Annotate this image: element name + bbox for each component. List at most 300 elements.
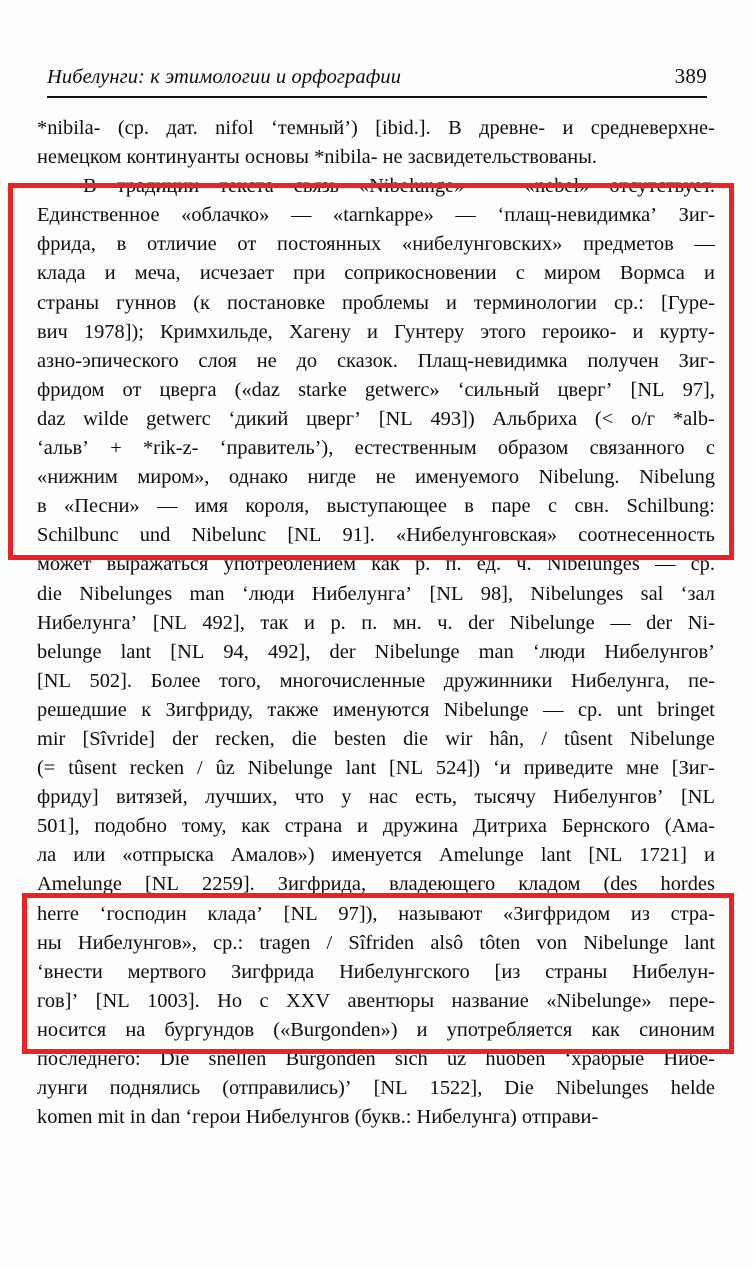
text-word: (отправились)’ xyxy=(222,1077,352,1100)
text-line xyxy=(37,259,715,288)
text-word: 97]), xyxy=(338,902,378,925)
text-line xyxy=(37,900,715,929)
text-word: 2259]. xyxy=(202,873,255,896)
text-word: die xyxy=(37,582,62,605)
text-word: древне- xyxy=(479,117,546,139)
text-word: — xyxy=(455,204,476,227)
text-word: Зигфриду, xyxy=(165,698,253,721)
text-line xyxy=(37,580,715,609)
text-word: man xyxy=(189,582,225,605)
text-word: Schilbunc xyxy=(37,524,119,547)
text-word: *nibila- xyxy=(37,117,101,139)
text-word: короля, xyxy=(245,495,310,518)
text-word: Nibelunges xyxy=(546,553,640,576)
text-word: миром xyxy=(544,262,601,285)
text-word: постановке xyxy=(226,291,326,314)
text-word: starke xyxy=(298,378,347,401)
text-word: Бернского xyxy=(561,815,650,838)
text-word: «облачко» xyxy=(181,204,270,227)
text-word: [NL xyxy=(145,873,179,896)
text-word: от xyxy=(122,378,142,401)
text-word: besten xyxy=(333,727,387,750)
text-word: — xyxy=(157,495,178,518)
text-word: ч. xyxy=(516,553,532,576)
text-line xyxy=(37,667,715,696)
text-word: соприкосновении xyxy=(344,262,497,285)
text-word: lant xyxy=(684,931,715,954)
text-word: mir xyxy=(37,727,66,750)
text-word: синоним xyxy=(639,1018,715,1041)
text-line xyxy=(37,405,715,434)
text-word: название xyxy=(451,989,529,1012)
text-word: Хагену xyxy=(288,320,351,343)
text-word: ‘темный’) xyxy=(271,117,358,139)
text-word: образом xyxy=(497,437,569,460)
text-word: ûz xyxy=(446,1048,467,1070)
text-word: Нибелунга’ xyxy=(311,582,413,605)
text-line xyxy=(37,870,715,899)
text-word: нигде xyxy=(307,466,357,489)
text-word: herre xyxy=(37,902,79,925)
text-word: 524]) xyxy=(435,757,481,780)
text-word: recken, xyxy=(215,727,275,750)
text-line xyxy=(37,172,715,201)
text-word: wir xyxy=(445,727,473,750)
text-line xyxy=(37,841,715,870)
text-word: Единственное xyxy=(37,204,160,227)
text-word: клада xyxy=(37,262,86,285)
text-word: именуется xyxy=(331,844,422,867)
text-word: ‘альв’ xyxy=(37,437,89,460)
text-word: Nibelunges xyxy=(530,582,624,605)
text-word: [NL xyxy=(630,378,665,401)
text-line xyxy=(37,696,715,725)
text-word: или xyxy=(73,844,106,867)
text-word: (des xyxy=(603,873,638,896)
text-word: *alb- xyxy=(672,407,715,430)
text-word: ‘люди xyxy=(532,640,586,663)
text-word: средневерхне- xyxy=(590,117,715,139)
text-word: пере- xyxy=(668,989,715,1012)
text-word: ср. xyxy=(690,553,715,576)
text-word: Die xyxy=(159,1048,190,1070)
text-word: того, xyxy=(219,669,262,692)
text-word: Нибелунгов’ xyxy=(553,786,664,809)
text-word: предметов xyxy=(583,233,674,256)
text-word: в xyxy=(37,495,47,518)
text-word: helde xyxy=(670,1077,715,1100)
text-word: [NL xyxy=(37,669,71,692)
text-word: цверг’ xyxy=(557,378,613,401)
text-word: [NL xyxy=(588,844,623,867)
text-word: Более xyxy=(150,669,201,692)
text-word: связь xyxy=(293,175,339,198)
text-word: именуются xyxy=(332,698,430,721)
text-word: bringet xyxy=(657,698,715,721)
text-word: 97], xyxy=(682,378,715,401)
text-word: выражаться xyxy=(106,553,209,576)
text-word: (Ама- xyxy=(664,815,715,838)
text-word: sich xyxy=(394,1048,428,1070)
text-line xyxy=(37,550,715,579)
text-word: соотнесенность xyxy=(578,524,715,547)
text-line xyxy=(37,376,715,405)
text-word: лучших, xyxy=(205,786,278,809)
text-word: и xyxy=(445,291,457,314)
text-word: Nibelunc xyxy=(191,524,267,547)
text-word: Нибелунгов’ xyxy=(604,640,715,663)
page-number: 389 xyxy=(674,64,707,88)
text-word: *rik-z- xyxy=(142,437,199,460)
text-word: «Песни» xyxy=(64,495,140,518)
text-word: мн. xyxy=(392,611,422,634)
text-word: текста xyxy=(219,175,274,198)
text-word: Sîfriden xyxy=(348,931,415,954)
text-word: Nibelunges xyxy=(79,582,173,605)
text-word: дат. xyxy=(166,117,198,139)
text-word: с xyxy=(515,262,525,285)
text-word: Нибелунгского xyxy=(339,960,470,983)
text-word: 98], xyxy=(480,582,514,605)
text-word: как xyxy=(371,553,400,576)
text-word: der xyxy=(329,640,356,663)
text-line xyxy=(37,812,715,841)
text-word: Дитриха xyxy=(472,815,547,838)
text-word: snellen xyxy=(208,1048,267,1070)
text-line xyxy=(37,463,715,492)
text-word: Нибелунгов», xyxy=(77,931,197,954)
text-word: [NL xyxy=(389,757,424,780)
text-word: 1003]. xyxy=(147,989,200,1012)
paragraph-2 xyxy=(37,172,715,1132)
text-word: hordes xyxy=(660,873,715,896)
text-word: и xyxy=(562,117,574,139)
text-word: подобно xyxy=(94,815,167,838)
text-word: авентюры xyxy=(347,989,435,1012)
text-word: в xyxy=(116,233,127,256)
text-line xyxy=(37,1016,715,1045)
text-word: о/г xyxy=(630,407,656,430)
text-word: последнего: xyxy=(37,1048,141,1070)
text-word: ûz xyxy=(215,757,235,780)
text-word: lant xyxy=(120,640,152,663)
text-word: вич xyxy=(37,320,68,343)
text-line xyxy=(37,958,715,987)
text-word: «tarnkappe» xyxy=(333,204,434,227)
text-word: getwerc xyxy=(146,407,211,430)
text-word: Nibelung. xyxy=(538,466,620,489)
text-word: Nibelunge xyxy=(443,698,529,721)
text-word: с xyxy=(259,989,269,1012)
text-word: Плащ-невидимка xyxy=(417,349,568,372)
text-word: этого xyxy=(480,320,526,343)
text-word: меча, xyxy=(134,262,181,285)
text-word: может xyxy=(37,553,92,576)
text-word: Амалов») xyxy=(230,844,315,867)
text-word: Nibelunge xyxy=(509,611,595,634)
text-word: 91]. xyxy=(342,524,375,547)
text-word: ‘плащ-невидимка’ xyxy=(497,204,658,227)
text-line xyxy=(37,638,715,667)
text-word: и xyxy=(416,1018,428,1041)
text-word: так xyxy=(260,611,289,634)
text-line xyxy=(37,201,715,230)
text-word: «Зигфридом xyxy=(503,902,611,925)
text-word: у xyxy=(341,786,352,809)
text-word: к xyxy=(141,698,152,721)
text-word: есть, xyxy=(415,786,458,809)
text-word: — xyxy=(655,553,676,576)
text-word: 493]) xyxy=(430,407,475,430)
text-word: daz xyxy=(37,407,66,430)
text-word: страны xyxy=(545,960,608,983)
text-word: ‘господин xyxy=(99,902,187,925)
text-word: ч. xyxy=(437,611,453,634)
text-word: (= xyxy=(37,757,56,780)
text-word: Альбриха xyxy=(492,407,578,430)
text-word: die xyxy=(291,727,317,750)
text-word: Нибелун- xyxy=(632,960,715,983)
text-word: + xyxy=(110,437,122,460)
text-word: связанного xyxy=(589,437,685,460)
text-word: Вормса xyxy=(619,262,685,285)
text-word: — xyxy=(610,611,631,634)
text-word: дружинники xyxy=(443,669,553,692)
text-word: из xyxy=(630,902,650,925)
header-rule xyxy=(47,96,707,98)
text-word: гуннов xyxy=(116,291,177,314)
text-word: Нибелунга, xyxy=(571,669,670,692)
text-word: именуемого xyxy=(415,466,520,489)
text-line: немецком континуанты основы *nibila- не засвидетельствованы. xyxy=(37,146,598,169)
text-word: дружина xyxy=(382,815,459,838)
text-word: 1978]); xyxy=(83,320,144,343)
text-word: и xyxy=(632,320,644,343)
text-word: [Зиг- xyxy=(671,757,715,780)
text-word: называют xyxy=(398,902,483,925)
text-word: Зиг- xyxy=(678,349,715,372)
text-word: Amelunge xyxy=(37,873,122,896)
text-word: Nibelunges xyxy=(555,1077,649,1100)
text-word: Гунтеру xyxy=(394,320,465,343)
text-line xyxy=(37,318,715,347)
text-word: tragen xyxy=(259,931,311,954)
text-word: Amelunge xyxy=(438,844,524,867)
text-word: [NL xyxy=(681,786,715,809)
text-line xyxy=(37,434,715,463)
text-word: ‘люди xyxy=(241,582,295,605)
text-word: при xyxy=(293,262,326,285)
text-word: и xyxy=(104,262,116,285)
text-word: tûsent xyxy=(564,727,613,750)
text-word: Burgonden xyxy=(285,1048,376,1070)
text-word: до xyxy=(296,349,318,372)
text-word: страны xyxy=(37,291,100,314)
text-word: приведите xyxy=(523,757,614,780)
text-word: фридом xyxy=(37,378,105,401)
text-word: der xyxy=(172,727,199,750)
text-word: — xyxy=(484,175,505,198)
text-word: 1721] xyxy=(639,844,687,867)
text-line xyxy=(37,492,715,521)
text-word: Nibelunge xyxy=(629,727,715,750)
text-line xyxy=(37,929,715,958)
text-line xyxy=(37,114,715,143)
text-line xyxy=(37,1045,715,1074)
text-word: слоя xyxy=(198,349,237,372)
text-word: XXV xyxy=(285,989,331,1012)
text-word: получен xyxy=(587,349,659,372)
text-word: [ibid.]. xyxy=(375,117,431,139)
text-line xyxy=(37,289,715,318)
text-word: стра- xyxy=(670,902,715,925)
text-word: исчезает xyxy=(199,262,274,285)
text-word: ‘сильный xyxy=(457,378,540,401)
text-word: п. xyxy=(445,553,462,576)
text-word: Нибелунга’ xyxy=(37,611,138,634)
text-word: фрида, xyxy=(37,233,96,256)
text-word: цверг’ xyxy=(306,407,361,430)
text-word: Ni- xyxy=(687,611,715,634)
text-word: ед. xyxy=(476,553,502,576)
text-word: «нижним xyxy=(37,466,118,489)
text-word: пе- xyxy=(688,669,715,692)
text-word: от xyxy=(237,233,257,256)
text-word: употреблением xyxy=(223,553,356,576)
text-word: von xyxy=(536,931,568,954)
text-word: (ср. xyxy=(117,117,149,139)
text-word: Nibelunge xyxy=(247,757,333,780)
text-word: der xyxy=(646,611,673,634)
text-word: ‘и xyxy=(492,757,511,780)
text-line xyxy=(37,725,715,754)
text-line: komen mit in dan ‘герои Нибелунгов (букв.: Нибелунга) отправи- xyxy=(37,1106,599,1129)
text-word: Nibelunge xyxy=(374,640,460,663)
text-word: с xyxy=(547,495,558,518)
text-word: Зигфрида xyxy=(230,960,315,983)
text-line xyxy=(37,609,715,638)
text-word: отсутствует. xyxy=(609,175,715,198)
running-head xyxy=(47,64,707,89)
text-word: ла xyxy=(37,844,57,867)
text-word: паре xyxy=(491,495,531,518)
text-word: ‘зал xyxy=(680,582,715,605)
text-word: — xyxy=(290,204,312,227)
text-word: Зиг- xyxy=(678,204,715,227)
text-word: имя xyxy=(194,495,229,518)
text-word: unt xyxy=(616,698,643,721)
text-word: lant xyxy=(540,844,572,867)
text-word: Die xyxy=(504,1077,534,1100)
text-word: п. xyxy=(361,611,378,634)
text-word: ср. xyxy=(577,698,603,721)
text-word: [NL xyxy=(170,640,205,663)
text-word: клада’ xyxy=(207,902,263,925)
text-word: постоянных xyxy=(277,233,382,256)
text-word: решедшие xyxy=(37,698,127,721)
text-column xyxy=(37,114,715,1132)
text-word: на xyxy=(125,1018,146,1041)
text-word: В xyxy=(83,175,97,198)
text-word: lant xyxy=(345,757,377,780)
text-word: [NL xyxy=(95,989,130,1012)
text-word: поднялись xyxy=(109,1077,201,1100)
text-word: Зигфрида, xyxy=(277,873,367,896)
text-word: [NL xyxy=(378,407,413,430)
text-word: und xyxy=(139,524,171,547)
text-word: как xyxy=(591,1018,620,1041)
text-word: свн. xyxy=(574,495,610,518)
text-word: («daz xyxy=(234,378,280,401)
text-word: [NL xyxy=(429,582,464,605)
text-word: wilde xyxy=(83,407,129,430)
text-word: 501], xyxy=(37,815,80,838)
text-word: в xyxy=(464,495,474,518)
text-word: ‘храбрые xyxy=(564,1048,645,1070)
text-line xyxy=(37,1074,715,1103)
paragraph-1 xyxy=(37,114,715,172)
text-word: [из xyxy=(494,960,521,983)
text-word: (к xyxy=(193,291,210,314)
text-word: [Sîvride] xyxy=(82,727,155,750)
text-word: / xyxy=(326,931,333,954)
text-word: «nebel» xyxy=(524,175,590,198)
text-word: ‘внести xyxy=(37,960,103,983)
text-word: / xyxy=(197,757,203,780)
text-word: курту- xyxy=(659,320,715,343)
text-word: и xyxy=(367,320,378,343)
text-line xyxy=(37,754,715,783)
text-word: и xyxy=(703,844,715,867)
text-word: Schilbung: xyxy=(626,495,715,518)
text-word: сказок. xyxy=(336,349,398,372)
text-word: Нибе- xyxy=(663,1048,715,1070)
text-word: владеющего xyxy=(389,873,496,896)
text-line xyxy=(37,783,715,812)
text-word: В xyxy=(448,117,462,139)
text-word: традиции xyxy=(116,175,200,198)
text-word: проблемы xyxy=(342,291,429,314)
text-word: 502]. xyxy=(89,669,133,692)
text-word: belunge xyxy=(37,640,102,663)
text-word: мертвого xyxy=(127,960,207,983)
text-word: man xyxy=(478,640,514,663)
text-word: [Гуре- xyxy=(660,291,715,314)
text-word: hân, xyxy=(489,727,525,750)
text-word: / xyxy=(541,727,547,750)
text-line xyxy=(37,347,715,376)
text-word: и xyxy=(304,611,315,634)
text-word: Nibelunge xyxy=(583,931,669,954)
text-word: бургундов xyxy=(164,1018,255,1041)
text-word: alsô xyxy=(430,931,464,954)
text-word: страна xyxy=(284,815,343,838)
text-word: getwerc» xyxy=(364,378,440,401)
text-word: и xyxy=(704,262,715,285)
text-word: фриду] xyxy=(37,786,99,809)
text-word: die xyxy=(403,727,429,750)
text-word: (< xyxy=(594,407,614,430)
text-word: отличие xyxy=(147,233,217,256)
text-word: sal xyxy=(640,582,664,605)
text-word: der xyxy=(468,611,495,634)
text-word: ср.: xyxy=(613,291,644,314)
text-word: «отпрыска xyxy=(122,844,214,867)
text-word: р. xyxy=(330,611,346,634)
text-word: Но xyxy=(217,989,243,1012)
text-word: витязей, xyxy=(116,786,188,809)
text-word: — xyxy=(543,698,564,721)
